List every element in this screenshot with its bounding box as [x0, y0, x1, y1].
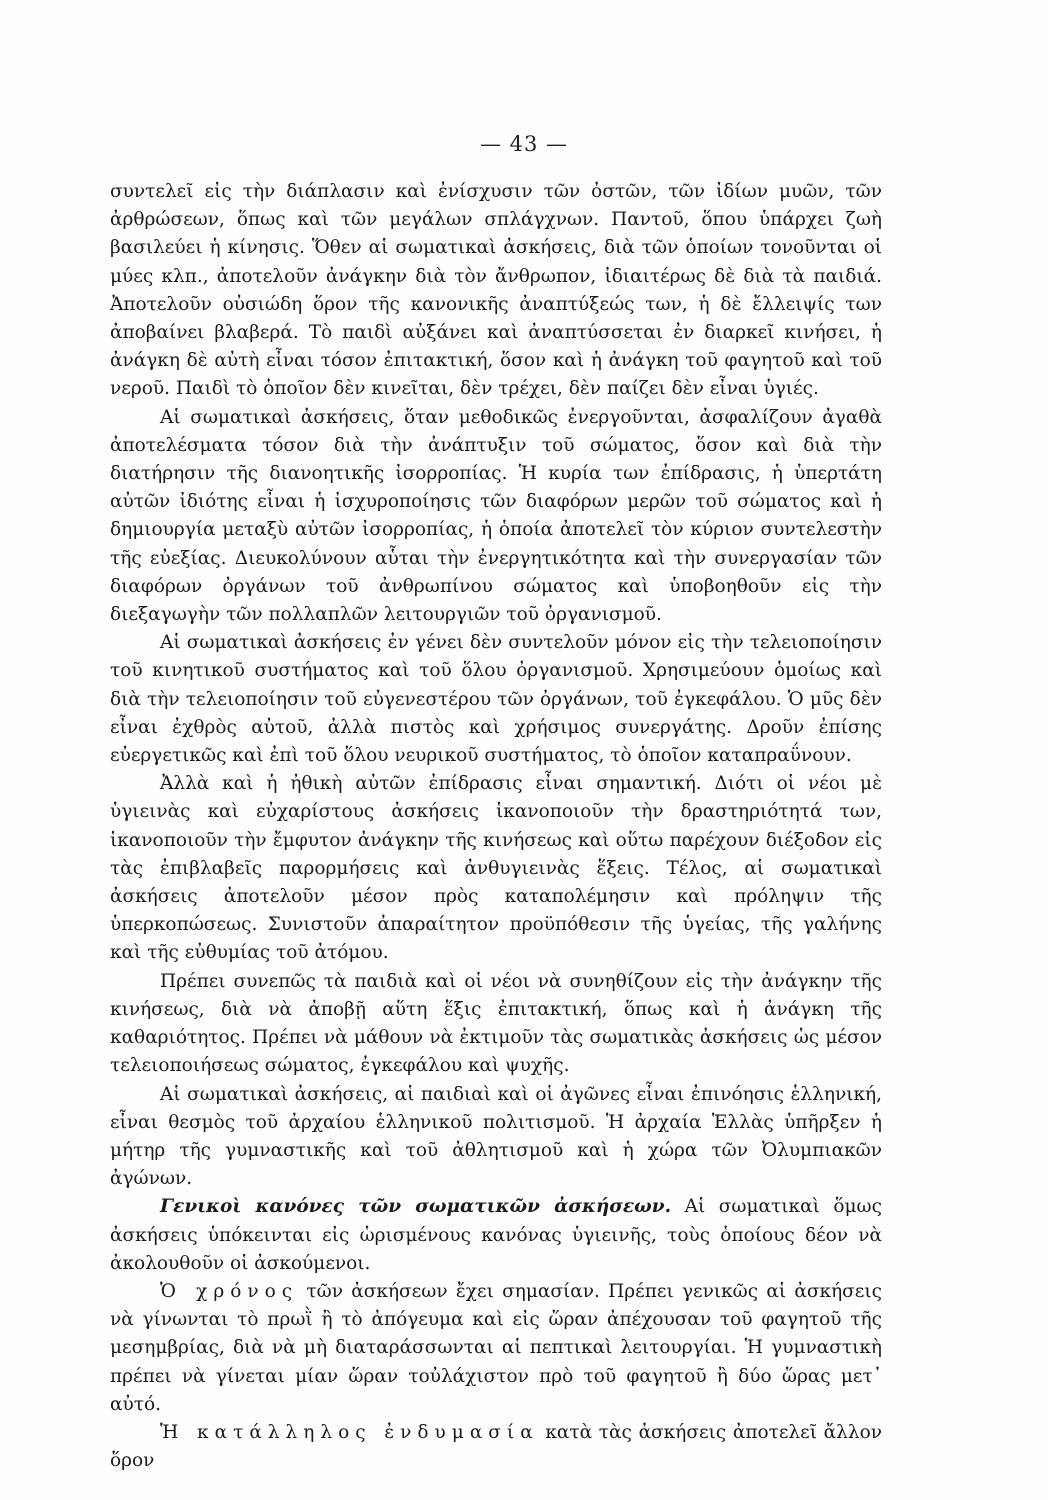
paragraph-text: Αἱ σωματικαὶ ὅμως ἀσκήσεις ὑπόκεινται εἰς ὡρισμένους κανόνας ὑγιεινῆς, τοὺς ὁποίους δέον νὰ ἀκολουθοῦν οἱ ἀσκούμενοι.	[110, 1196, 882, 1274]
paragraph	[110, 770, 882, 967]
paragraph-text: Ἀλλὰ καὶ ἡ ἠθικὴ αὐτῶν ἐπίδρασις εἶναι σημαντική. Διότι οἱ νέοι μὲ ὑγιεινὰς καὶ εὐχαρίστους ἀσκήσεις ἱκανοποιοῦν τὴν δραστηριότητά των, ἱκανοποιοῦν τὴν ἔμφυτον ἀνάγκην τῆς κινήσεως καὶ οὕτω παρέχουν διέξοδον εἰς τὰς ἐπιβλαβεῖς παρορμήσεις καὶ ἀνθυγιεινὰς ἕξεις. Τέλος, αἱ σωματικαὶ ἀσκήσεις ἀποτελοῦν μέσον πρὸς καταπολέμησιν καὶ πρόληψιν τῆς ὑπερκοπώσεως. Συνιστοῦν ἀπαραίτητον προϋπόθεσιν τῆς ὑγείας, τῆς γαλήνης καὶ τῆς εὐθυμίας τοῦ ἀτόμου.	[110, 773, 882, 964]
paragraph-text: συντελεῖ εἰς τὴν διάπλασιν καὶ ἐνίσχυσιν τῶν ὀστῶν, τῶν ἰδίων μυῶν, τῶν ἀρθρώσεων, ὅπως καὶ τῶν μεγάλων σπλάγχνων. Παντοῦ, ὅπου ὑπάρχει ζωὴ βασιλεύει ἡ κίνησις. Ὅθεν αἱ σωματικαὶ ἀσκήσεις, διὰ τῶν ὁποίων τονοῦνται οἱ μύες κλπ., ἀποτελοῦν ἀνάγκην διὰ τὸν ἄνθρωπον, ἰδιαιτέρως δὲ διὰ τὰ παιδιά. Ἀποτελοῦν οὐσιώδη ὅρον τῆς κανονικῆς ἀναπτύξεώς των, ἡ δὲ ἔλλειψίς των ἀποβαίνει βλαβερά. Τὸ παιδὶ αὐξάνει καὶ ἀναπτύσσεται ἐν διαρκεῖ κινήσει, ἡ ἀνάγκη δὲ αὐτὴ εἶναι τόσον ἐπιτακτική, ὅσον καὶ ἡ ἀνάγκη τοῦ φαγητοῦ καὶ τοῦ νεροῦ. Παιδὶ τὸ ὁποῖον δὲν κινεῖται, δὲν τρέχει, δὲν παίζει δὲν εἶναι ὑγιές.	[110, 181, 882, 400]
paragraph-text: Αἱ σωματικαὶ ἀσκήσεις ἐν γένει δὲν συντελοῦν μόνον εἰς τὴν τελειοποίησιν τοῦ κινητικοῦ συστήματος καὶ τοῦ ὅλου ὀργανισμοῦ. Χρησιμεύουν ὁμοίως καὶ διὰ τὴν τελειοποίησιν τοῦ εὐγενεστέρου τῶν ὀργάνων, τοῦ ἐγκεφάλου. Ὁ μῦς δὲν εἶναι ἐχθρὸς αὐτοῦ, ἀλλὰ πιστὸς καὶ χρήσιμος συνεργάτης. Δροῦν ἐπίσης εὐεργετικῶς καὶ ἐπὶ τοῦ ὅλου νευρικοῦ συστήματος, τὸ ὁποῖον καταπραΰνουν.	[110, 632, 882, 767]
paragraph	[110, 968, 882, 1081]
spaced-term: Ὁ χρόνος	[160, 1280, 299, 1302]
paragraph-text: Πρέπει συνεπῶς τὰ παιδιὰ καὶ οἱ νέοι νὰ συνηθίζουν εἰς τὴν ἀνάγκην τῆς κινήσεως, διὰ νὰ ἀποβῇ αὕτη ἕξις ἐπιτακτική, ὅπως καὶ ἡ ἀνάγκη τῆς καθαριότητος. Πρέπει νὰ μάθουν νὰ ἐκτιμοῦν τὰς σωματικὰς ἀσκήσεις ὡς μέσον τελειοποιήσεως σώματος, ἐγκεφάλου καὶ ψυχῆς.	[110, 970, 882, 1077]
paragraph-text: τῶν ἀσκήσεων ἔχει σημασίαν. Πρέπει γενικῶς αἱ ἀσκήσεις νὰ γίνωνται τὸ πρωῒ ἢ τὸ ἀπόγευμα καὶ εἰς ὥραν ἀπέχουσαν τοῦ φαγητοῦ τῆς μεσημβρίας, διὰ νὰ μὴ διαταράσσωνται αἱ πεπτικαὶ λειτουργίαι. Ἡ γυμναστικὴ πρέπει νὰ γίνεται μίαν ὥραν τοὐλάχιστον πρὸ τοῦ φαγητοῦ ἢ δύο ὥρας μετ᾽ αὐτό.	[110, 1280, 883, 1415]
paragraph-text: κατὰ τὰς ἀσκήσεις ἀποτελεῖ ἄλλον ὅρον	[110, 1421, 882, 1472]
paragraph-text: Αἱ σωματικαὶ ἀσκήσεις, αἱ παιδιαὶ καὶ οἱ ἀγῶνες εἶναι ἐπινόησις ἑλληνική, εἶναι θεσμὸς τοῦ ἀρχαίου ἑλληνικοῦ πολιτισμοῦ. Ἡ ἀρχαία Ἑλλὰς ὑπῆρξεν ἡ μήτηρ τῆς γυμναστικῆς καὶ τοῦ ἀθλητισμοῦ καὶ ἡ χώρα τῶν Ὀλυμπιακῶν ἀγώνων.	[110, 1083, 882, 1190]
section-paragraph	[110, 1193, 882, 1278]
section-heading: Γενικοὶ κανόνες τῶν σωματικῶν ἀσκήσεων.	[160, 1196, 672, 1218]
paragraph	[110, 629, 882, 770]
page-number: — 43 —	[479, 132, 569, 156]
spaced-term: Ἡ κατάλληλος ἐνδυμασία	[160, 1421, 539, 1443]
paragraph	[110, 404, 882, 630]
body-text	[110, 178, 882, 1475]
paragraph	[110, 1278, 882, 1419]
paragraph	[110, 1419, 882, 1475]
paragraph	[110, 1081, 882, 1194]
paragraph	[110, 178, 882, 404]
paragraph-text: Αἱ σωματικαὶ ἀσκήσεις, ὅταν μεθοδικῶς ἐνεργοῦνται, ἀσφαλίζουν ἀγαθὰ ἀποτελέσματα τόσον διὰ τὴν ἀνάπτυξιν τοῦ σώματος, ὅσον καὶ διὰ τὴν διατήρησιν τῆς διανοητικῆς ἰσορροπίας. Ἡ κυρία των ἐπίδρασις, ἡ ὑπερτάτη αὐτῶν ἰδιότης εἶναι ἡ ἰσχυροποίησις τῶν διαφόρων μερῶν τοῦ σώματος καὶ ἡ δημιουργία μεταξὺ αὐτῶν ἰσορροπίας, ἡ ὁποία ἀποτελεῖ τὸν κύριον συντελεστὴν τῆς εὐεξίας. Διευκολύνουν αὗται τὴν ἐνεργητικότητα καὶ τὴν συνεργασίαν τῶν διαφόρων ὀργάνων τοῦ ἀνθρωπίνου σώματος καὶ ὑποβοηθοῦν εἰς τὴν διεξαγωγὴν τῶν πολλαπλῶν λειτουργιῶν τοῦ ὀργανισμοῦ.	[110, 406, 882, 626]
